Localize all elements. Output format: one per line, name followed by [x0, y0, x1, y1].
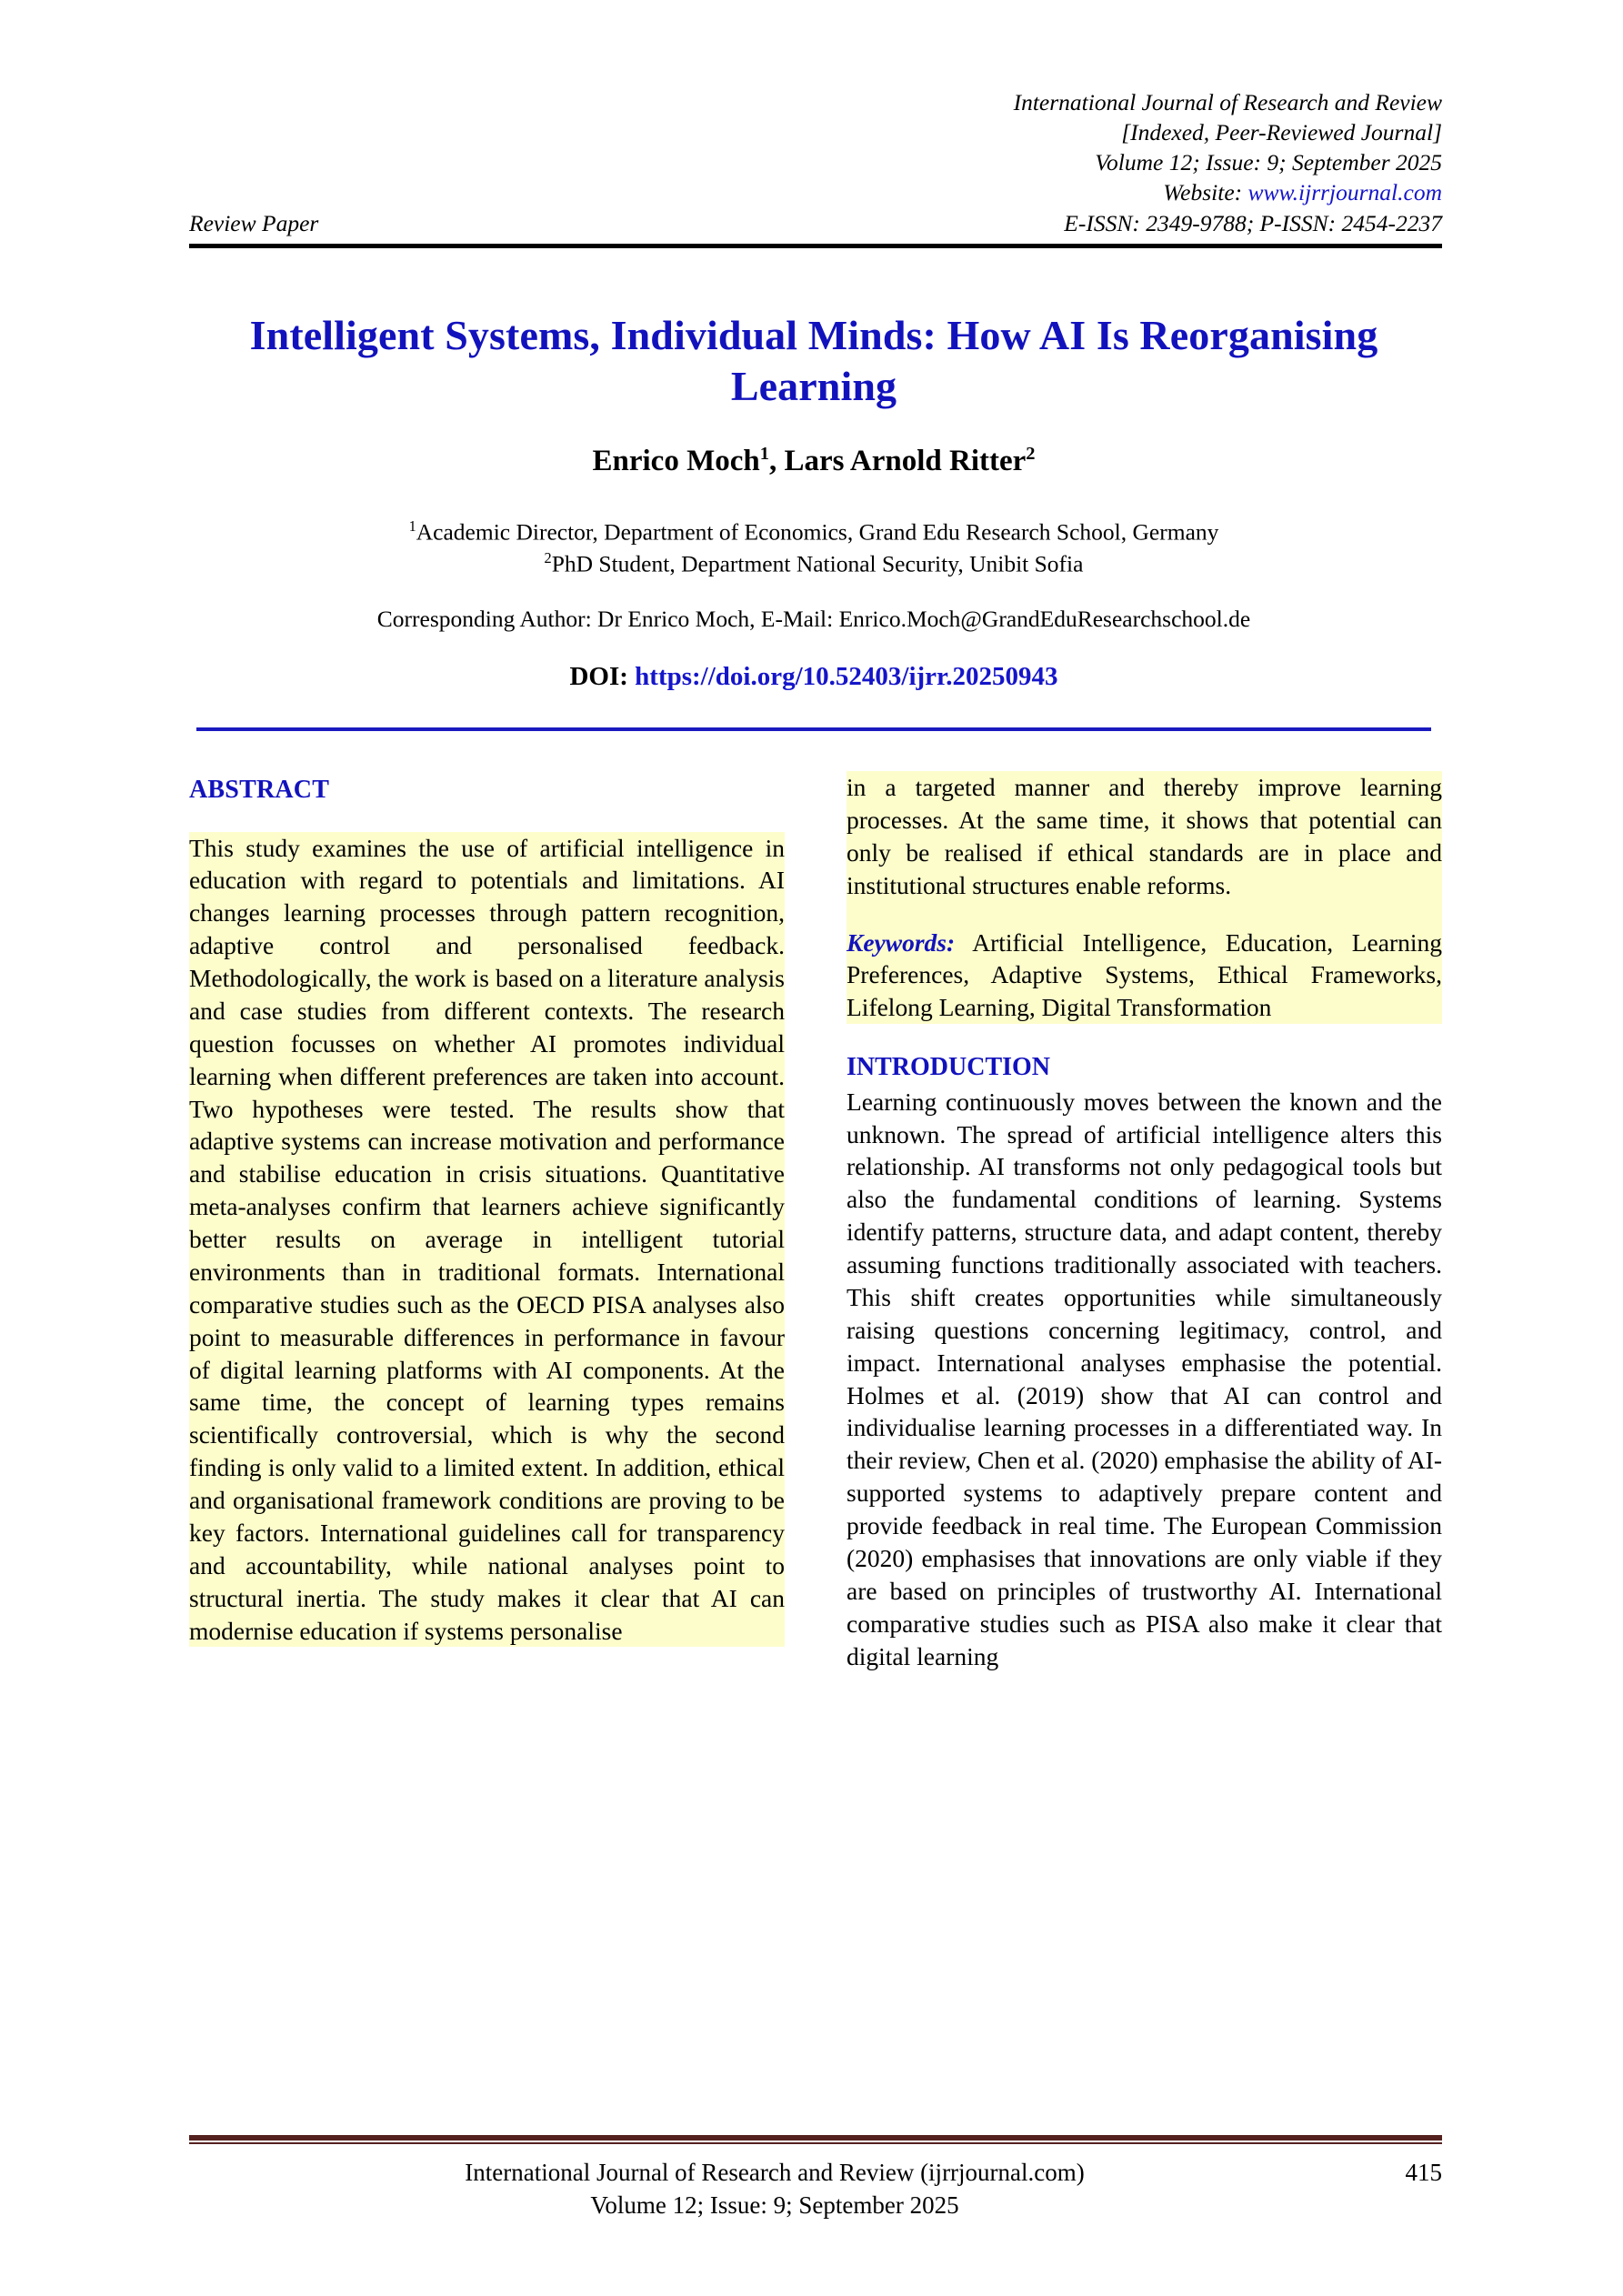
page-title: Intelligent Systems, Individual Minds: How AI Is Reorganising Learning	[249, 311, 1378, 409]
introduction-heading: INTRODUCTION	[847, 1053, 1051, 1082]
abstract-heading: ABSTRACT	[189, 776, 330, 804]
journal-website-line	[189, 177, 1442, 207]
column-right	[847, 771, 1442, 1672]
website-label: Website:	[1163, 179, 1248, 206]
affiliation-block	[218, 516, 1409, 580]
abstract-heading-gap	[189, 807, 785, 832]
column-left	[189, 771, 785, 1672]
author-affiliation-marker-2: 2	[1026, 444, 1036, 464]
affiliation-line-1	[218, 516, 1409, 548]
affiliation-text-2: PhD Student, Department National Security, Unibit Sofia	[551, 550, 1084, 577]
body-columns	[189, 771, 1442, 1672]
masthead-journal-lines	[189, 87, 1442, 208]
affiliation-marker-2: 2	[544, 548, 552, 566]
intro-spacer	[847, 1024, 1442, 1051]
footer-volume-line: Volume 12; Issue: 9; September 2025	[590, 2191, 959, 2219]
author-name-1: Enrico Moch	[592, 445, 760, 477]
abstract-paragraph-part2: in a targeted manner and thereby improve learning processes. At the same time, it shows that potential can only be realised if ethical standards are in place and institutional structures enable reforms.	[847, 771, 1442, 902]
keywords-paragraph	[847, 902, 1442, 1025]
footer-divider-rule	[189, 2135, 1442, 2144]
affiliation-line-2	[218, 548, 1409, 580]
affiliation-marker-1: 1	[408, 517, 416, 535]
corresponding-author-line: Corresponding Author: Dr Enrico Moch, E-Mail: Enrico.Moch@GrandEduResearchschool.de	[376, 606, 1251, 632]
author-separator: ,	[768, 445, 785, 477]
doi-link[interactable]: https://doi.org/10.52403/ijrr.20250943	[635, 662, 1058, 691]
journal-indexed-note: [Indexed, Peer-Reviewed Journal]	[1121, 119, 1442, 146]
affiliation-text-1: Academic Director, Department of Economics, Grand Edu Research School, Germany	[416, 518, 1219, 546]
journal-website-link[interactable]: www.ijrrjournal.com	[1247, 179, 1442, 206]
header-divider-rule	[189, 244, 1442, 248]
keywords-list: Artificial Intelligence, Education, Learning Preferences, Adaptive Systems, Ethical Frameworks, Lifelong Learning, Digital Transformation	[847, 927, 1442, 1022]
page-footer	[189, 2157, 1442, 2221]
journal-issn-line: E-ISSN: 2349-9788; P-ISSN: 2454-2237	[1064, 209, 1442, 236]
author-list	[218, 444, 1409, 478]
footer-top-row	[189, 2157, 1442, 2190]
footer-journal-line: International Journal of Research and Review (ijrrjournal.com)	[465, 2159, 1085, 2186]
title-divider-rule	[196, 727, 1431, 731]
author-name-2: Lars Arnold Ritter	[784, 445, 1027, 477]
author-affiliation-marker-1: 1	[759, 444, 769, 464]
introduction-paragraph: Learning continuously moves between the known and the unknown. The spread of artificial intelligence alters this relationship. AI transforms not only pedagogical tools but also the fundamental conditions of learning. Systems identify patterns, structure data, and adapt content, thereby assuming functions traditionally associated with teachers. This shift creates opportunities while simultaneously raising questions concerning legitimacy, control, and impact. International analyses emphasise the potential. Holmes et al. (2019) show that AI can control and individualise learning processes in a differentiated way. In their review, Chen et al. (2020) emphasise the ability of AI-supported systems to adaptively prepare content and provide feedback in real time. The European Commission (2020) emphasises that innovations are only viable if they are based on principles of trustworthy AI. International comparative studies such as PISA also make it clear that digital learning	[847, 1087, 1442, 1670]
masthead	[189, 87, 1442, 238]
journal-name: International Journal of Research and Review	[1013, 89, 1442, 115]
page-number: 415	[1405, 2159, 1442, 2186]
doi-label: DOI:	[569, 662, 636, 691]
masthead-bottom-row	[189, 208, 1442, 238]
paper-type-label: Review Paper	[189, 209, 319, 236]
journal-volume-line: Volume 12; Issue: 9; September 2025	[1095, 149, 1442, 176]
keywords-gap	[847, 902, 1442, 927]
keywords-label: Keywords:	[847, 927, 956, 957]
doi-line	[218, 662, 1409, 692]
abstract-paragraph-part1: This study examines the use of artificial intelligence in education with regard to potentials and limitations. AI changes learning processes through pattern recognition, adaptive control and personalised feedback. Methodologically, the work is based on a literature analysis and case studies from different contexts. The research question focusses on whether AI promotes individual learning when different preferences are taken into account. Two hypotheses were tested. The results show that adaptive systems can increase motivation and performance and stabilise education in crisis situations. Quantitative meta-analyses confirm that learners achieve significantly better results on average in intelligent tutorial environments than in traditional formats. International comparative studies such as the OECD PISA analyses also point to measurable differences in performance in favour of digital learning platforms with AI components. At the same time, the concept of learning types remains scientifically controversial, which is why the second finding is only valid to a limited extent. In addition, ethical and organisational framework conditions are proving to be key factors. International guidelines call for transparency and accountability, while national analyses point to structural inertia. The study makes it clear that AI can modernise education if systems personalise	[189, 832, 785, 1648]
